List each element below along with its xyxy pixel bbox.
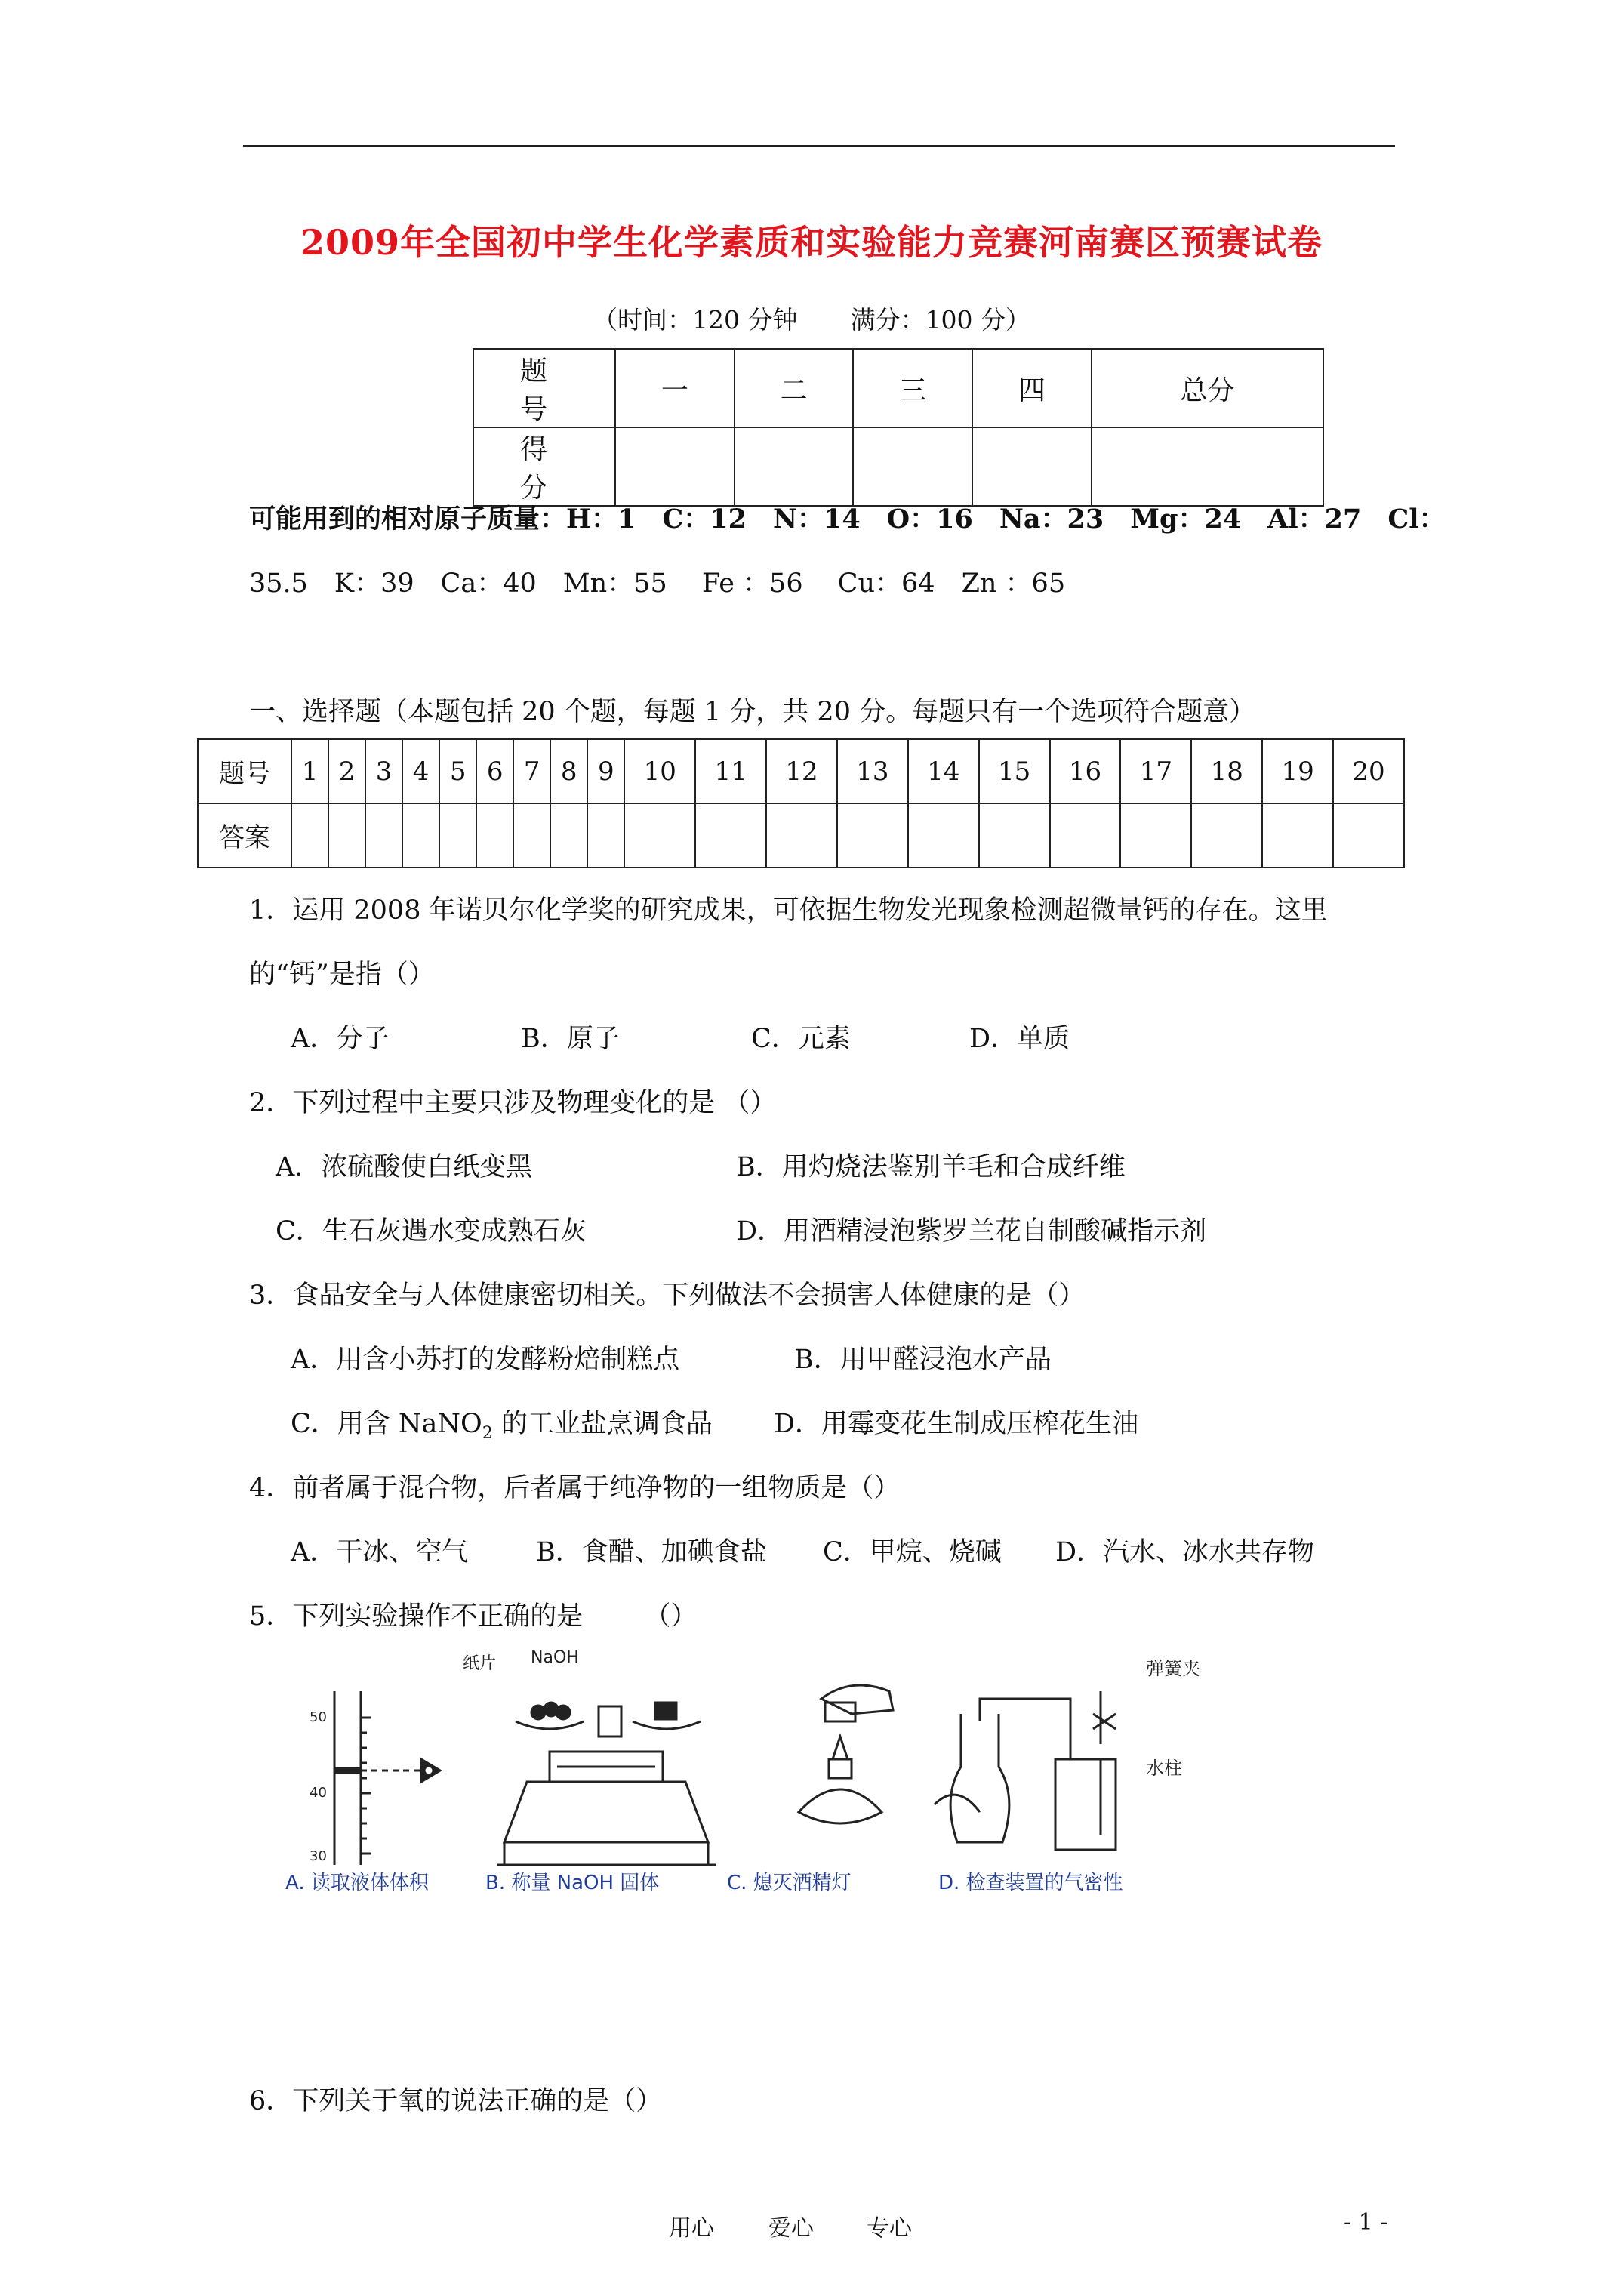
answer-cell[interactable] — [624, 803, 695, 868]
q3-option-d[interactable]: D．用霉变花生制成压榨花生油 — [774, 1409, 1139, 1439]
score-col-4: 四 — [972, 349, 1092, 427]
q2-option-b[interactable]: B．用灼烧法鉴别羊毛和合成纤维 — [736, 1152, 1126, 1182]
score-cell[interactable] — [615, 427, 735, 506]
score-col-label: 题 号 — [473, 349, 615, 427]
answer-number: 9 — [587, 739, 624, 803]
answer-number: 1 — [291, 739, 328, 803]
q1-option-b[interactable]: B．原子 — [521, 1024, 620, 1054]
answer-cell[interactable] — [587, 803, 624, 868]
caption-d: D. 检查装置的气密性 — [938, 1872, 1123, 1894]
answer-number: 10 — [624, 739, 695, 803]
answer-number: 8 — [550, 739, 587, 803]
alcohol-lamp-icon — [799, 1685, 893, 1823]
answer-number: 2 — [328, 739, 365, 803]
score-table — [473, 348, 1324, 507]
q4-option-a[interactable]: A．干冰、空气 — [291, 1537, 469, 1567]
footer-motto-3: 专心 — [867, 2215, 912, 2242]
q3-option-b[interactable]: B．用甲醛浸泡水产品 — [794, 1345, 1052, 1375]
score-cell[interactable] — [735, 427, 854, 506]
q4-option-c[interactable]: C．甲烷、烧碱 — [823, 1537, 1002, 1567]
answer-cell[interactable] — [1191, 803, 1262, 868]
balance-icon — [497, 1703, 716, 1865]
answer-number: 15 — [979, 739, 1050, 803]
answer-number: 6 — [476, 739, 513, 803]
answer-cell[interactable] — [476, 803, 513, 868]
answer-number: 7 — [513, 739, 550, 803]
answer-number: 11 — [695, 739, 766, 803]
page-number: - 1 - — [1344, 2209, 1388, 2236]
lab-operations-figure — [278, 1646, 1229, 1895]
q3-option-c[interactable] — [291, 1403, 713, 1443]
answer-cell[interactable] — [1120, 803, 1191, 868]
answer-number: 3 — [365, 739, 402, 803]
answer-cell[interactable] — [1262, 803, 1333, 868]
cylinder-tick-30: 30 — [310, 1848, 327, 1864]
q2-option-c[interactable]: C．生石灰遇水变成熟石灰 — [276, 1216, 587, 1247]
answer-number: 20 — [1333, 739, 1404, 803]
footer-motto-2: 爱心 — [768, 2215, 814, 2242]
caption-c: C. 熄灭酒精灯 — [727, 1872, 852, 1894]
score-table-score-row — [473, 427, 1323, 506]
q3-option-c-pre: C．用含 NaNO — [291, 1409, 482, 1439]
answer-row-label: 答案 — [198, 803, 291, 868]
footer-motto-1: 用心 — [669, 2215, 714, 2242]
label-naoh: NaOH — [531, 1648, 579, 1667]
answer-number: 13 — [837, 739, 908, 803]
q5-stem: 5．下列实验操作不正确的是 （） — [249, 1601, 698, 1632]
cylinder-tick-40: 40 — [310, 1785, 327, 1801]
score-col-3: 三 — [853, 349, 972, 427]
answer-cell[interactable] — [402, 803, 439, 868]
label-spring-clip: 弹簧夹 — [1146, 1658, 1200, 1679]
answer-cell[interactable] — [365, 803, 402, 868]
score-col-2: 二 — [735, 349, 854, 427]
score-cell[interactable] — [1092, 427, 1323, 506]
score-cell[interactable] — [853, 427, 972, 506]
q3-option-a[interactable]: A．用含小苏打的发酵粉焙制糕点 — [291, 1345, 680, 1375]
answer-cell[interactable] — [439, 803, 476, 868]
score-cell[interactable] — [972, 427, 1092, 506]
answer-cell[interactable] — [513, 803, 550, 868]
q1-option-a[interactable]: A．分子 — [291, 1024, 390, 1054]
answer-cell[interactable] — [1333, 803, 1404, 868]
cylinder-tick-50: 50 — [310, 1709, 327, 1725]
q1-stem-line1: 1．运用 2008 年诺贝尔化学奖的研究成果，可依据生物发光现象检测超微量钙的存在。这里 — [249, 895, 1328, 926]
header-rule — [243, 145, 1395, 147]
answer-table-number-row — [198, 739, 1404, 803]
answer-cell[interactable] — [908, 803, 979, 868]
label-paper: 纸片 — [463, 1654, 497, 1673]
label-water-column: 水柱 — [1146, 1758, 1182, 1779]
answer-number: 4 — [402, 739, 439, 803]
answer-number: 12 — [766, 739, 837, 803]
q6-stem: 6．下列关于氧的说法正确的是（） — [249, 2086, 663, 2116]
answer-number-label: 题号 — [198, 739, 291, 803]
answer-cell[interactable] — [837, 803, 908, 868]
q4-option-d[interactable]: D．汽水、冰水共存物 — [1055, 1537, 1315, 1567]
answer-cell[interactable] — [1050, 803, 1121, 868]
q3-option-c-post: 的工业盐烹调食品 — [492, 1409, 713, 1439]
answer-table — [197, 738, 1405, 868]
graduated-cylinder-icon — [334, 1691, 440, 1865]
score-table-header-row — [473, 349, 1323, 427]
exam-title: 2009年全国初中学生化学素质和实验能力竞赛河南赛区预赛试卷 — [300, 222, 1323, 263]
time-info — [0, 300, 1623, 336]
answer-cell[interactable] — [550, 803, 587, 868]
section1-heading: 一、选择题（本题包括 20 个题，每题 1 分，共 20 分。每题只有一个选项符合题意） — [249, 697, 1256, 727]
q2-stem: 2．下列过程中主要只涉及物理变化的是 （） — [249, 1088, 777, 1118]
score-row-label: 得 分 — [473, 427, 615, 506]
answer-number: 5 — [439, 739, 476, 803]
full-score: 满分：100 分） — [850, 305, 1030, 334]
atomic-mass-line2: 35.5 K：39 Ca：40 Mn：55 Fe ：56 Cu：64 Zn ：65 — [249, 569, 1066, 599]
time-limit: （时间：120 分钟 — [593, 305, 798, 334]
atomic-mass-line1: 可能用到的相对原子质量：H：1 C：12 N：14 O：16 Na：23 Mg：24 Al：27 Cl： — [249, 504, 1446, 535]
answer-cell[interactable] — [328, 803, 365, 868]
score-col-total: 总分 — [1092, 349, 1323, 427]
answer-number: 18 — [1191, 739, 1262, 803]
answer-cell[interactable] — [766, 803, 837, 868]
answer-number: 17 — [1120, 739, 1191, 803]
score-col-1: 一 — [615, 349, 735, 427]
q2-option-d[interactable]: D．用酒精浸泡紫罗兰花自制酸碱指示剂 — [736, 1216, 1207, 1247]
answer-cell[interactable] — [695, 803, 766, 868]
answer-number: 16 — [1050, 739, 1121, 803]
q3-stem: 3．食品安全与人体健康密切相关。下列做法不会损害人体健康的是（） — [249, 1281, 1086, 1311]
answer-number: 19 — [1262, 739, 1333, 803]
caption-b: B. 称量 NaOH 固体 — [485, 1872, 660, 1894]
q2-option-a[interactable]: A．浓硫酸使白纸变黑 — [276, 1152, 533, 1182]
answer-number: 14 — [908, 739, 979, 803]
answer-table-answer-row — [198, 803, 1404, 868]
q1-option-d[interactable]: D．单质 — [969, 1024, 1070, 1054]
q3-option-c-sub: 2 — [482, 1424, 493, 1443]
q1-option-c[interactable]: C．元素 — [751, 1024, 851, 1054]
caption-a: A. 读取液体体积 — [285, 1872, 429, 1894]
q4-stem: 4．前者属于混合物，后者属于纯净物的一组物质是（） — [249, 1473, 901, 1503]
apparatus-icon — [935, 1691, 1116, 1850]
answer-cell[interactable] — [979, 803, 1050, 868]
q4-option-b[interactable]: B．食醋、加碘食盐 — [536, 1537, 767, 1567]
q1-stem-line2: 的“钙”是指（） — [249, 960, 435, 990]
answer-cell[interactable] — [291, 803, 328, 868]
